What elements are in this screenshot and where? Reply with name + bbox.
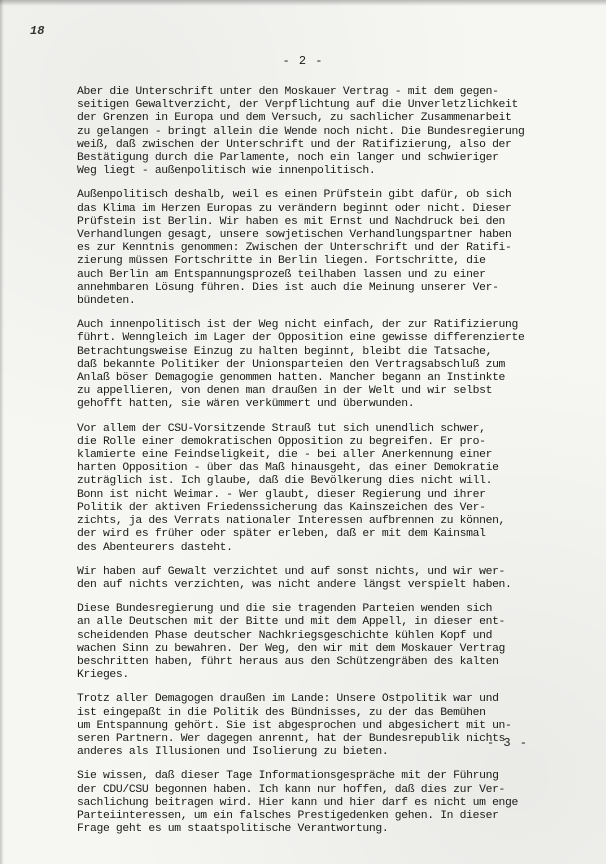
paragraph-2: Außenpolitisch deshalb, weil es einen Prüfstein gibt dafür, ob sich das Klima im Herzen Europas zu verändern beginnt oder nicht. Dieser Prüfstein ist Berlin. Wir haben es mit Ernst und Nachdruck bei den Verhandlungen gesagt, unsere sowjetischen Verhandlungspartner haben es zur Kenntnis genommen: Zwischen der Unterschrift und der Ratifi- zierung müssen Fortschritte in Berlin liegen. Fortschritte, die auch Berlin am Entspannungsprozeß teilhaben lassen und zu einer annehmbaren Lösung führen. Dies ist auch die Meinung unserer Ver- bündeten. xyxy=(77,189,512,308)
paragraph-3: Auch innenpolitisch ist der Weg nicht einfach, der zur Ratifizierung führt. Wenngleich im Lager der Opposition eine gewisse differenzierte Betrachtungsweise Einzug zu halten beginnt, bleibt die Tatsache, daß bekannte Politiker der Unionsparteien den Vertragsabschluß zum Anlaß böser Demagogie genommen hatten. Mancher begann an Instinkte zu appellieren, von denen man draußen in der Welt und wir selbst gehofft hatten, sie wären verkümmert und überwunden. xyxy=(77,319,525,411)
page-number: - 2 - xyxy=(282,54,324,68)
paragraph-7: Trotz aller Demagogen draußen im Lande: Unsere Ostpolitik war und ist eingepaßt in die Politik des Bündnisses, zu der das Bemühen um Entspannung gehört. Sie ist abgesprochen und abgesichert mit un- seren Partnern. Wer dagegen anrennt, hat der Bundesrepublik nichts anderes als Illusionen und Isolierung zu bieten. xyxy=(77,693,512,759)
paragraph-6: Diese Bundesregierung und die sie tragenden Parteien wenden sich an alle Deutschen mit der Bitte und mit dem Appell, in dieser ent- scheidenden Phase deutscher Nachkriegsgeschichte kühlen Kopf und wachen Sinn zu bewahren. Der Weg, den wir mit dem Moskauer Vertrag beschritten haben, führt heraus aus den Schützengräben des kalten Krieges. xyxy=(77,603,506,682)
paragraph-1: Aber die Unterschrift unter den Moskauer Vertrag - mit dem gegen- seitigen Gewaltverzicht, der Verpflichtung auf die Unverletzlichkeit der Grenzen in Europa und dem Versuch, zu sachlicher Zusammenarbeit zu gelangen - bringt allein die Wende noch nicht. Die Bundesregierung weiß, daß zwischen der Unterschrift und der Ratifizierung, also der Bestätigung durch die Parlamente, noch ein langer und schwieriger Weg liegt - außenpolitisch wie innenpolitisch. xyxy=(77,86,525,178)
corner-mark: 18 xyxy=(30,24,45,38)
paragraph-4: Vor allem der CSU-Vorsitzende Strauß tut sich unendlich schwer, die Rolle einer demokratischen Opposition zu begreifen. Er pro- klamierte eine Feindseligkeit, die - bei aller Anerkennung einer harten Opposition - über das Maß hinausgeht, das einer Demokratie zuträglich ist. Ich glaube, daß die Bevölkerung dies nicht will. Bonn ist nicht Weimar. - Wer glaubt, dieser Regierung und ihrer Politik der aktiven Friedenssicherung das Kainszeichen des Ver- zichts, ja des Verrats nationaler Interessen aufbrennen zu können, der wird es früher oder später erleben, daß er mit dem Kainsmal des Abenteurers dasteht. xyxy=(77,422,506,554)
scan-edge-top xyxy=(0,0,606,6)
scan-edge-left xyxy=(0,0,4,864)
next-page-marker: - 3 - xyxy=(486,736,528,750)
document-body xyxy=(77,86,565,847)
paragraph-5: Wir haben auf Gewalt verzichtet und auf sonst nichts, und wir wer- den auf nichts verzichten, was nicht andere längst verspielt haben. xyxy=(77,565,512,591)
paragraph-8: Sie wissen, daß dieser Tage Informationsgespräche mit der Führung der CDU/CSU begonnen haben. Ich kann nur hoffen, daß dies zur Ver- sachlichung beitragen wird. Hier kann und hier darf es nicht um enge Parteiinteressen, um ein falsches Prestigedenken gehen. In dieser Frage geht es um staatspolitische Verantwortung. xyxy=(77,770,519,836)
